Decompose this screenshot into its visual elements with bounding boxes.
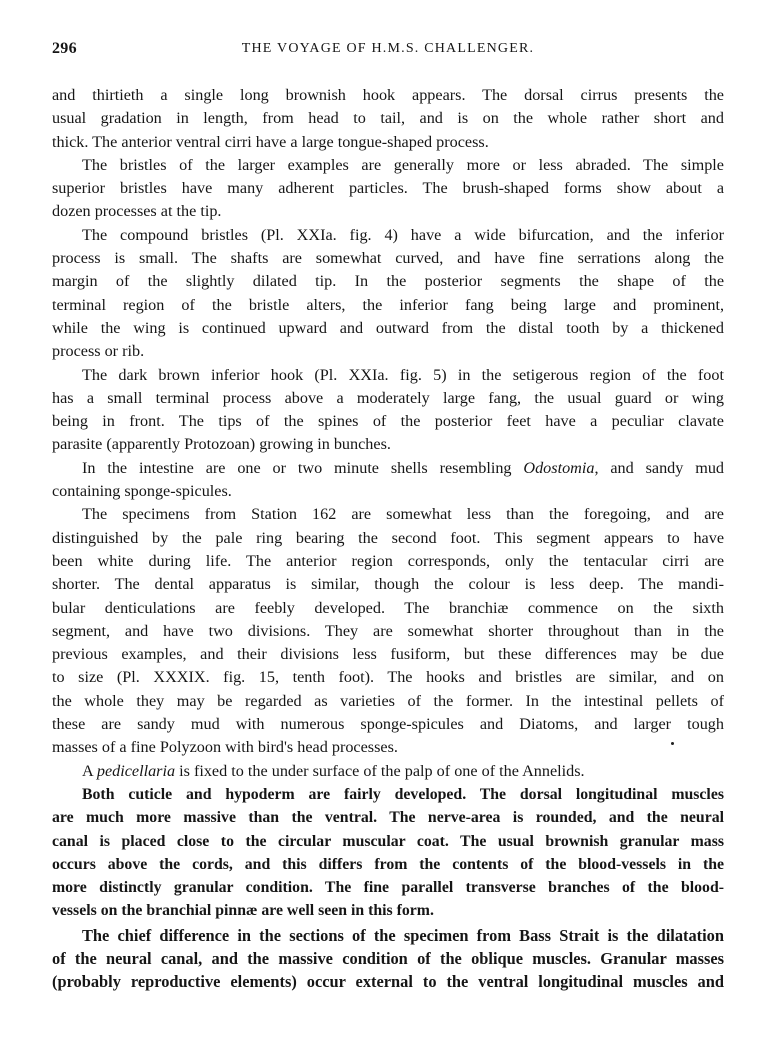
text-line [52, 620, 724, 643]
text-line [52, 154, 724, 177]
line-text: The compound bristles (Pl. XXIa. fig. 4) have a wide bifurcation, and the inferior [82, 225, 724, 244]
text-line [52, 224, 724, 247]
text-line [52, 690, 724, 713]
text-line [52, 527, 724, 550]
text-line [52, 947, 724, 970]
line-text: process is small. The shafts are somewhat curved, and have fine serrations along the [52, 249, 724, 268]
running-title: THE VOYAGE OF H.M.S. CHALLENGER. [241, 41, 535, 56]
text-line [52, 84, 724, 107]
line-text: has a small terminal process above a moderately large fang, the usual guard or wing [52, 388, 724, 407]
text-line [52, 830, 724, 853]
line-text: A [82, 761, 97, 780]
line-text: bular denticulations are feebly developed. The branchiæ commence on the sixth [52, 598, 724, 617]
text-line [52, 876, 724, 899]
line-text: dozen processes at the tip. [52, 202, 222, 221]
text-line [52, 550, 724, 573]
line-text: to size (Pl. XXXIX. fig. 15, tenth foot). The hooks and bristles are similar, and on [52, 668, 724, 687]
text-line [52, 924, 724, 947]
text-line [52, 597, 724, 620]
line-text: of the neural canal, and the massive condition of the oblique muscles. Granular masses [52, 948, 724, 968]
line-text: canal is placed close to the circular muscular coat. The usual brownish granular mass [52, 832, 724, 850]
text-line [52, 131, 724, 154]
text-line [52, 177, 724, 200]
text-line [52, 713, 724, 736]
text-line [52, 340, 724, 363]
line-text: The chief difference in the sections of the specimen from Bass Strait is the dilatation [82, 925, 724, 945]
line-text: these are sandy mud with numerous sponge-spicules and Diatoms, and larger tough [52, 715, 724, 734]
text-line [52, 107, 724, 130]
line-text: previous examples, and their divisions less fusiform, but these differences may be due [52, 645, 724, 664]
line-text: and thirtieth a single long brownish hook appears. The dorsal cirrus presents the [52, 86, 724, 104]
line-text: distinguished by the pale ring bearing the second foot. This segment appears to have [52, 528, 724, 547]
stray-mark [671, 742, 674, 745]
text-line [52, 643, 724, 666]
text-line [52, 387, 724, 410]
text-line [52, 410, 724, 433]
line-text: more distinctly granular condition. The fine parallel transverse branches of the blood- [52, 879, 724, 897]
line-text: containing sponge-spicules. [52, 482, 232, 501]
text-line [52, 736, 724, 759]
text-line [52, 503, 724, 526]
line-text: segment, and have two divisions. They are somewhat shorter throughout than in the [52, 621, 724, 640]
text-line [52, 200, 724, 223]
line-text: thick. The anterior ventral cirri have a large tongue-shaped process. [52, 132, 489, 151]
text-line [52, 760, 724, 783]
text-line [52, 970, 724, 993]
text-line [52, 899, 724, 922]
line-text: been white during life. The anterior region corresponds, only the tentacular cirri are [52, 551, 724, 570]
text-line [52, 853, 724, 876]
line-text: occurs above the cords, and this differs from the contents of the blood-vessels in the [52, 855, 724, 873]
line-text: The dark brown inferior hook (Pl. XXIa. fig. 5) in the setigerous region of the foot [82, 365, 724, 384]
text-line [52, 457, 724, 480]
line-text: terminal region of the bristle alters, the inferior fang being large and prominent, [52, 295, 724, 314]
line-text: while the wing is continued upward and outward from the distal tooth by a thickened [52, 318, 724, 337]
line-text: The specimens from Station 162 are somewhat less than the foregoing, and are [82, 505, 724, 524]
line-text: vessels on the branchial pinnæ are well seen in this form. [52, 902, 434, 920]
line-text: the whole they may be regarded as varieties of the former. In the intestinal pellets of [52, 691, 724, 710]
text-line [52, 364, 724, 387]
line-text: In the intestine are one or two minute shells resembling [82, 458, 524, 477]
page-header [52, 40, 724, 64]
line-text: The bristles of the larger examples are generally more or less abraded. The simple [82, 155, 724, 174]
line-text: parasite (apparently Protozoan) growing in bunches. [52, 435, 391, 454]
line-text: being in front. The tips of the spines of the posterior feet have a peculiar clavate [52, 412, 724, 431]
text-line [52, 806, 724, 829]
text-line [52, 433, 724, 456]
line-text: superior bristles have many adherent particles. The brush-shaped forms show about a [52, 179, 724, 198]
text-line [52, 247, 724, 270]
line-text: are much more massive than the ventral. The nerve-area is rounded, and the neural [52, 809, 724, 827]
italic-term: pedicellaria [96, 761, 176, 780]
body-text [52, 84, 724, 994]
line-text: usual gradation in length, from head to tail, and is on the whole rather short and [52, 109, 724, 128]
line-text: margin of the slightly dilated tip. In the posterior segments the shape of the [52, 272, 724, 291]
italic-term: Odostomia [523, 458, 595, 477]
line-text: (probably reproductive elements) occur external to the ventral longitudinal muscles and [52, 972, 724, 992]
page-number: 296 [52, 40, 77, 57]
text-line [52, 666, 724, 689]
text-line [52, 783, 724, 806]
line-text: Both cuticle and hypoderm are fairly developed. The dorsal longitudinal muscles [82, 785, 724, 803]
text-line [52, 480, 724, 503]
text-line [52, 270, 724, 293]
text-line [52, 573, 724, 596]
line-text: shorter. The dental apparatus is similar, though the colour is less deep. The mandi- [52, 575, 724, 594]
text-line [52, 294, 724, 317]
line-text: process or rib. [52, 342, 145, 361]
line-text-after: , and sandy mud [594, 458, 725, 477]
text-line [52, 317, 724, 340]
line-text-after: is fixed to the under surface of the palp of one of the Annelids. [175, 761, 585, 780]
line-text: masses of a fine Polyzoon with bird's head processes. [52, 738, 398, 757]
